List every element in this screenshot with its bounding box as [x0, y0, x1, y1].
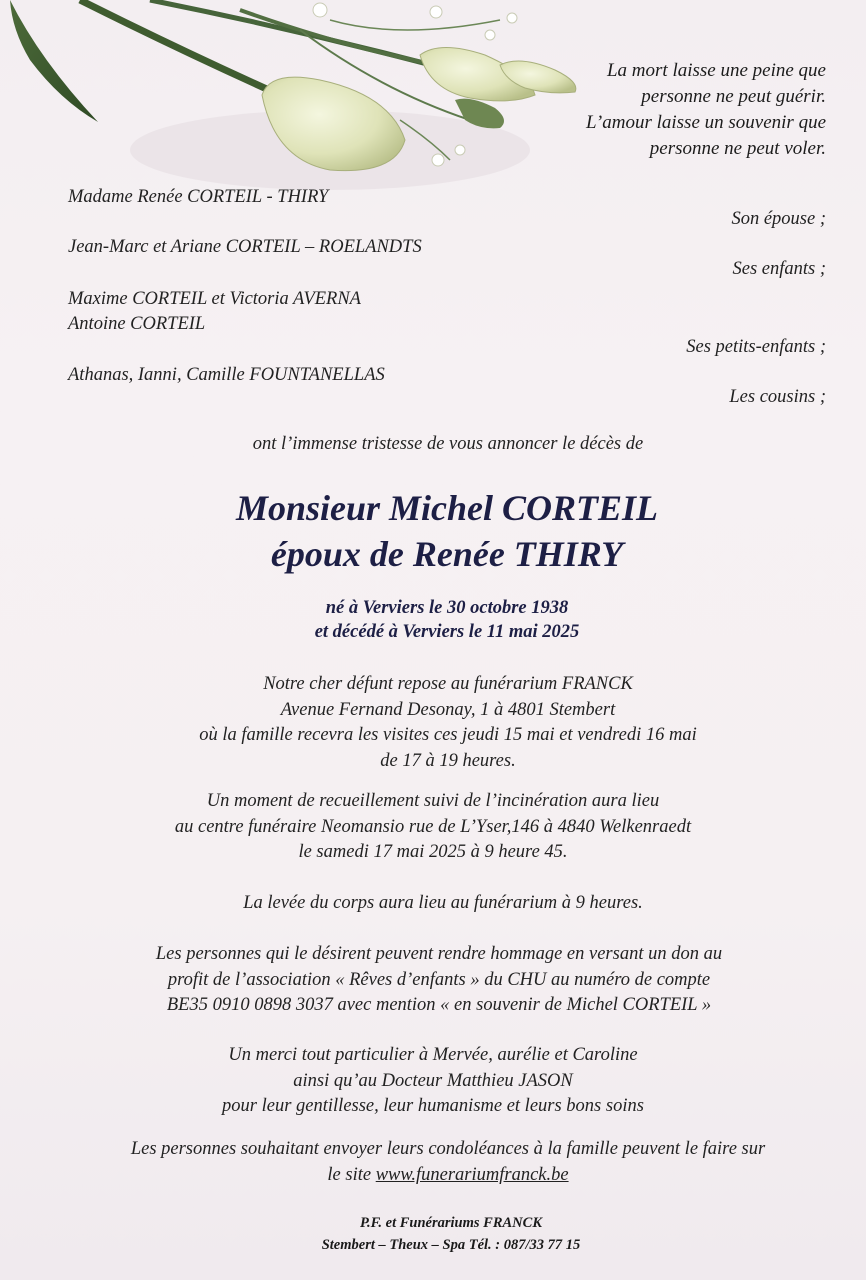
thanks-line: Un merci tout particulier à Mervée, aurélie et Caroline [228, 1045, 638, 1065]
donation-info [6, 942, 866, 1019]
family-role: Ses enfants ; [732, 259, 826, 279]
announcement-text: ont l’immense tristesse de vous annoncer le décès de [252, 434, 644, 454]
memorial-quote [586, 58, 826, 162]
quote-line: La mort laisse une peine que [606, 60, 826, 81]
family-role: Son épouse ; [731, 209, 826, 229]
levee-info: La levée du corps aura lieu au funérarium à 9 heures. [243, 893, 643, 913]
donation-line: Les personnes qui le désirent peuvent rendre hommage en versant un don au [155, 944, 723, 964]
rest-line: de 17 à 19 heures. [380, 750, 516, 771]
thanks-line: ainsi qu’au Docteur Matthieu JASON [293, 1070, 573, 1091]
death-date: et décédé à Verviers le 11 mai 2025 [314, 622, 580, 642]
funerarium-website-link[interactable]: www.funerariumfranck.be [375, 1164, 569, 1185]
rest-info [15, 672, 866, 774]
donation-line: profit de l’association « Rêves d’enfants » du CHU au numéro de compte [167, 969, 711, 990]
quote-line: personne ne peut voler. [649, 138, 826, 159]
family-name: Jean-Marc et Ariane CORTEIL – ROELANDTS [68, 237, 422, 257]
condolences-line: Les personnes souhaitant envoyer leurs condoléances à la famille peuvent le faire sur [130, 1139, 766, 1159]
thanks-line: pour leur gentillesse, leur humanisme et leurs bons soins [222, 1096, 644, 1116]
thanks-info [43, 1043, 866, 1120]
ceremony-info [45, 789, 866, 866]
funeral-home-footer [18, 1212, 866, 1256]
ceremony-line: le samedi 17 mai 2025 à 9 heure 45. [298, 842, 568, 862]
family-name: Madame Renée CORTEIL - THIRY [68, 187, 329, 207]
family-name: Antoine CORTEIL [68, 314, 206, 334]
condolences-info [15, 1137, 866, 1188]
quote-line: L’amour laisse un souvenir que [586, 112, 826, 133]
deceased-name: Monsieur Michel CORTEIL [235, 488, 659, 528]
family-name: Athanas, Ianni, Camille FOUNTANELLAS [68, 365, 385, 385]
rest-line: Avenue Fernand Desonay, 1 à 4801 Stembert [280, 699, 616, 720]
rest-line: où la famille recevra les visites ces jeudi 15 mai et vendredi 16 mai [199, 725, 697, 745]
family-name: Maxime CORTEIL et Victoria AVERNA [68, 289, 361, 309]
condolences-site-line [15, 1163, 866, 1189]
family-role: Les cousins ; [729, 387, 826, 407]
ceremony-line: Un moment de recueillement suivi de l’incinération aura lieu [206, 791, 660, 811]
family-role: Ses petits-enfants ; [686, 337, 826, 357]
footer-contact: Stembert – Theux – Spa Tél. : 087/33 77 15 [321, 1237, 581, 1253]
deceased-spouse: époux de Renée THIRY [270, 534, 624, 574]
birth-date: né à Verviers le 30 octobre 1938 [325, 598, 569, 618]
ceremony-line: au centre funéraire Neomansio rue de L’Yser,146 à 4840 Welkenraedt [174, 816, 692, 837]
donation-line: BE35 0910 0898 3037 avec mention « en souvenir de Michel CORTEIL » [166, 995, 712, 1015]
condolences-prefix: le site [327, 1164, 376, 1185]
footer-company: P.F. et Funérariums FRANCK [360, 1215, 542, 1231]
rest-line: Notre cher défunt repose au funérarium FRANCK [263, 674, 633, 694]
quote-line: personne ne peut guérir. [641, 86, 826, 107]
